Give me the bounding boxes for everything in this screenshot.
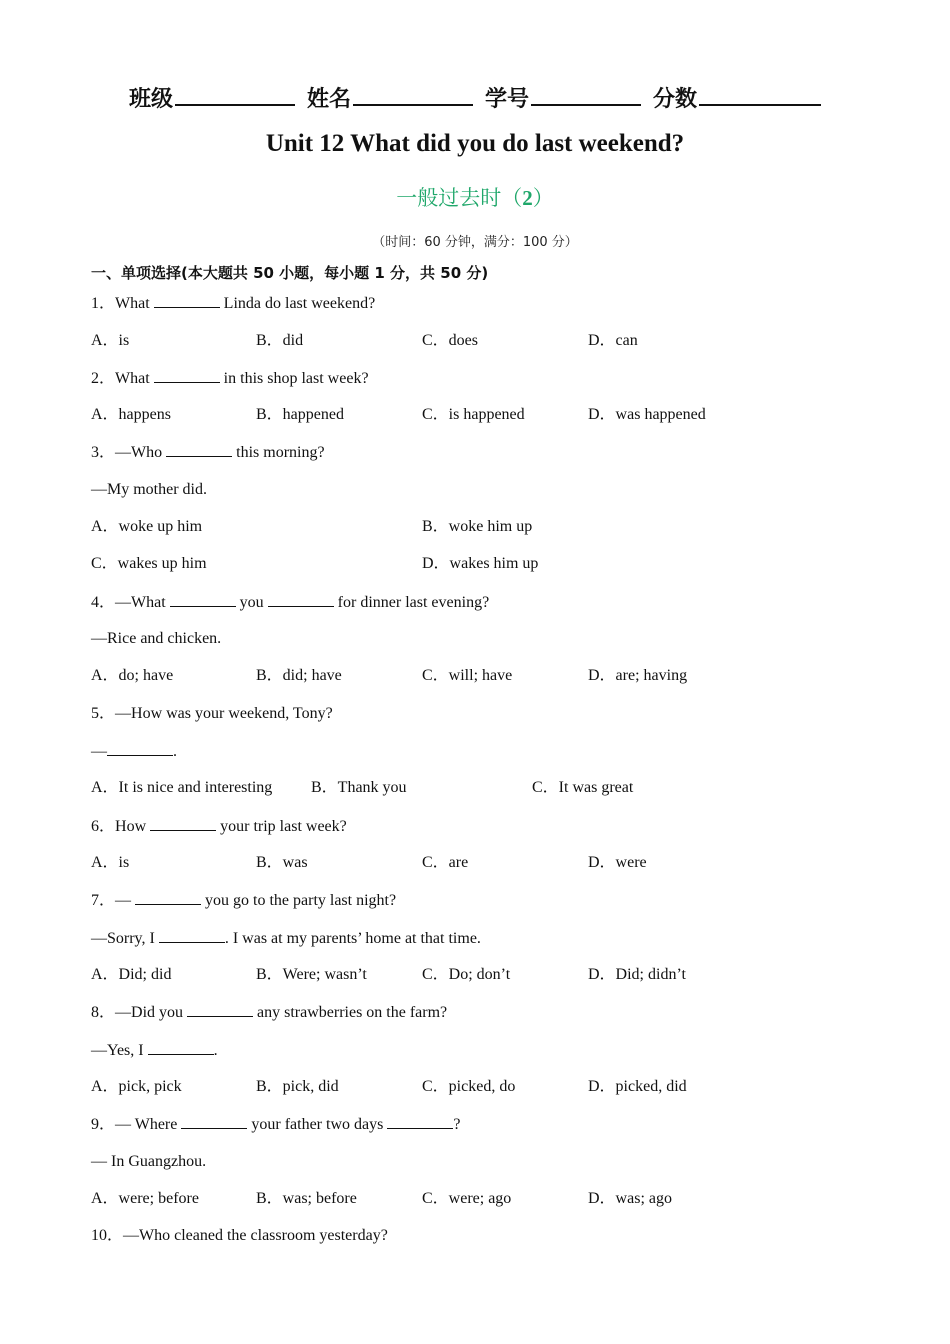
answer-blank[interactable]: [187, 1002, 253, 1017]
option-c[interactable]: C．It was great: [532, 779, 634, 796]
option-b[interactable]: B．did: [256, 332, 304, 349]
option-a[interactable]: A．were; before: [91, 1190, 199, 1207]
option-b[interactable]: B．did; have: [256, 667, 342, 684]
name-field: 姓名: [307, 87, 473, 112]
option-d[interactable]: D．are; having: [588, 667, 688, 684]
option-d[interactable]: D．was; ago: [588, 1190, 672, 1207]
student-id-field: 学号: [485, 87, 641, 112]
option-c[interactable]: C．are: [422, 854, 469, 871]
question-9-reply: — In Guangzhou.: [91, 1153, 207, 1170]
question-2: 2．What in this shop last week?: [91, 370, 369, 387]
answer-blank[interactable]: [107, 741, 173, 756]
question-5-reply: — .: [91, 743, 177, 760]
option-d[interactable]: D．picked, did: [588, 1078, 687, 1095]
option-d[interactable]: D．were: [588, 854, 647, 871]
option-c[interactable]: C．Do; don’t: [422, 966, 511, 983]
answer-blank[interactable]: [166, 442, 232, 457]
option-c[interactable]: C．wakes up him: [91, 555, 207, 572]
question-8-reply: —Yes, I .: [91, 1042, 218, 1059]
option-b[interactable]: B．Were; wasn’t: [256, 966, 367, 983]
option-a[interactable]: A．pick, pick: [91, 1078, 182, 1095]
answer-blank[interactable]: [181, 1114, 247, 1129]
question-7-reply: —Sorry, I . I was at my parents’ home at that time.: [91, 930, 481, 947]
option-b[interactable]: B．happened: [256, 406, 344, 423]
question-10: 10．—Who cleaned the classroom yesterday?: [91, 1227, 388, 1244]
section-title: 一、单项选择(本大题共 50 小题，每小题 1 分，共 50 分): [91, 264, 489, 282]
option-b[interactable]: B．was: [256, 854, 308, 871]
page-subtitle: 一般过去时（2）: [396, 186, 554, 210]
answer-blank[interactable]: [135, 890, 201, 905]
question-3-reply: —My mother did.: [91, 481, 207, 498]
option-a[interactable]: A．Did; did: [91, 966, 172, 983]
answer-blank[interactable]: [159, 928, 225, 943]
answer-blank[interactable]: [150, 816, 216, 831]
option-a[interactable]: A．woke up him: [91, 518, 203, 535]
option-a[interactable]: A．is: [91, 332, 130, 349]
answer-blank[interactable]: [154, 293, 220, 308]
question-4-reply: —Rice and chicken.: [91, 630, 222, 647]
option-c[interactable]: C．picked, do: [422, 1078, 516, 1095]
answer-blank[interactable]: [268, 592, 334, 607]
option-a[interactable]: A．happens: [91, 406, 171, 423]
option-b[interactable]: B．was; before: [256, 1190, 357, 1207]
page-title: Unit 12 What did you do last weekend?: [265, 130, 685, 157]
score-field: 分数: [653, 87, 821, 112]
option-c[interactable]: C．were; ago: [422, 1190, 512, 1207]
class-field: 班级: [129, 87, 295, 112]
option-d[interactable]: D．can: [588, 332, 638, 349]
question-8: 8．—Did you any strawberries on the farm?: [91, 1004, 448, 1021]
answer-blank[interactable]: [154, 368, 220, 383]
name-blank[interactable]: [353, 84, 473, 106]
option-c[interactable]: C．does: [422, 332, 479, 349]
option-d[interactable]: D．wakes him up: [422, 555, 539, 572]
question-9: 9．— Where your father two days ?: [91, 1116, 461, 1133]
question-5: 5．—How was your weekend, Tony?: [91, 705, 333, 722]
question-1: 1．What Linda do last weekend?: [91, 295, 376, 312]
student-id-blank[interactable]: [531, 84, 641, 106]
option-b[interactable]: B．Thank you: [311, 779, 407, 796]
class-blank[interactable]: [175, 84, 295, 106]
option-c[interactable]: C．is happened: [422, 406, 525, 423]
option-b[interactable]: B．pick, did: [256, 1078, 339, 1095]
option-a[interactable]: A．It is nice and interesting: [91, 779, 273, 796]
question-6: 6．How your trip last week?: [91, 818, 347, 835]
question-3: 3．—Who this morning?: [91, 444, 325, 461]
option-d[interactable]: D．Did; didn’t: [588, 966, 686, 983]
answer-blank[interactable]: [387, 1114, 453, 1129]
question-7: 7．— you go to the party last night?: [91, 892, 397, 909]
answer-blank[interactable]: [170, 592, 236, 607]
option-b[interactable]: B．woke him up: [422, 518, 533, 535]
question-4: 4．—What you for dinner last evening?: [91, 594, 490, 611]
score-blank[interactable]: [699, 84, 821, 106]
option-a[interactable]: A．do; have: [91, 667, 174, 684]
option-c[interactable]: C．will; have: [422, 667, 513, 684]
answer-blank[interactable]: [148, 1040, 214, 1055]
option-a[interactable]: A．is: [91, 854, 130, 871]
time-note: （时间：60 分钟，满分：100 分）: [372, 235, 578, 250]
option-d[interactable]: D．was happened: [588, 406, 706, 423]
student-info-line: [0, 82, 950, 113]
